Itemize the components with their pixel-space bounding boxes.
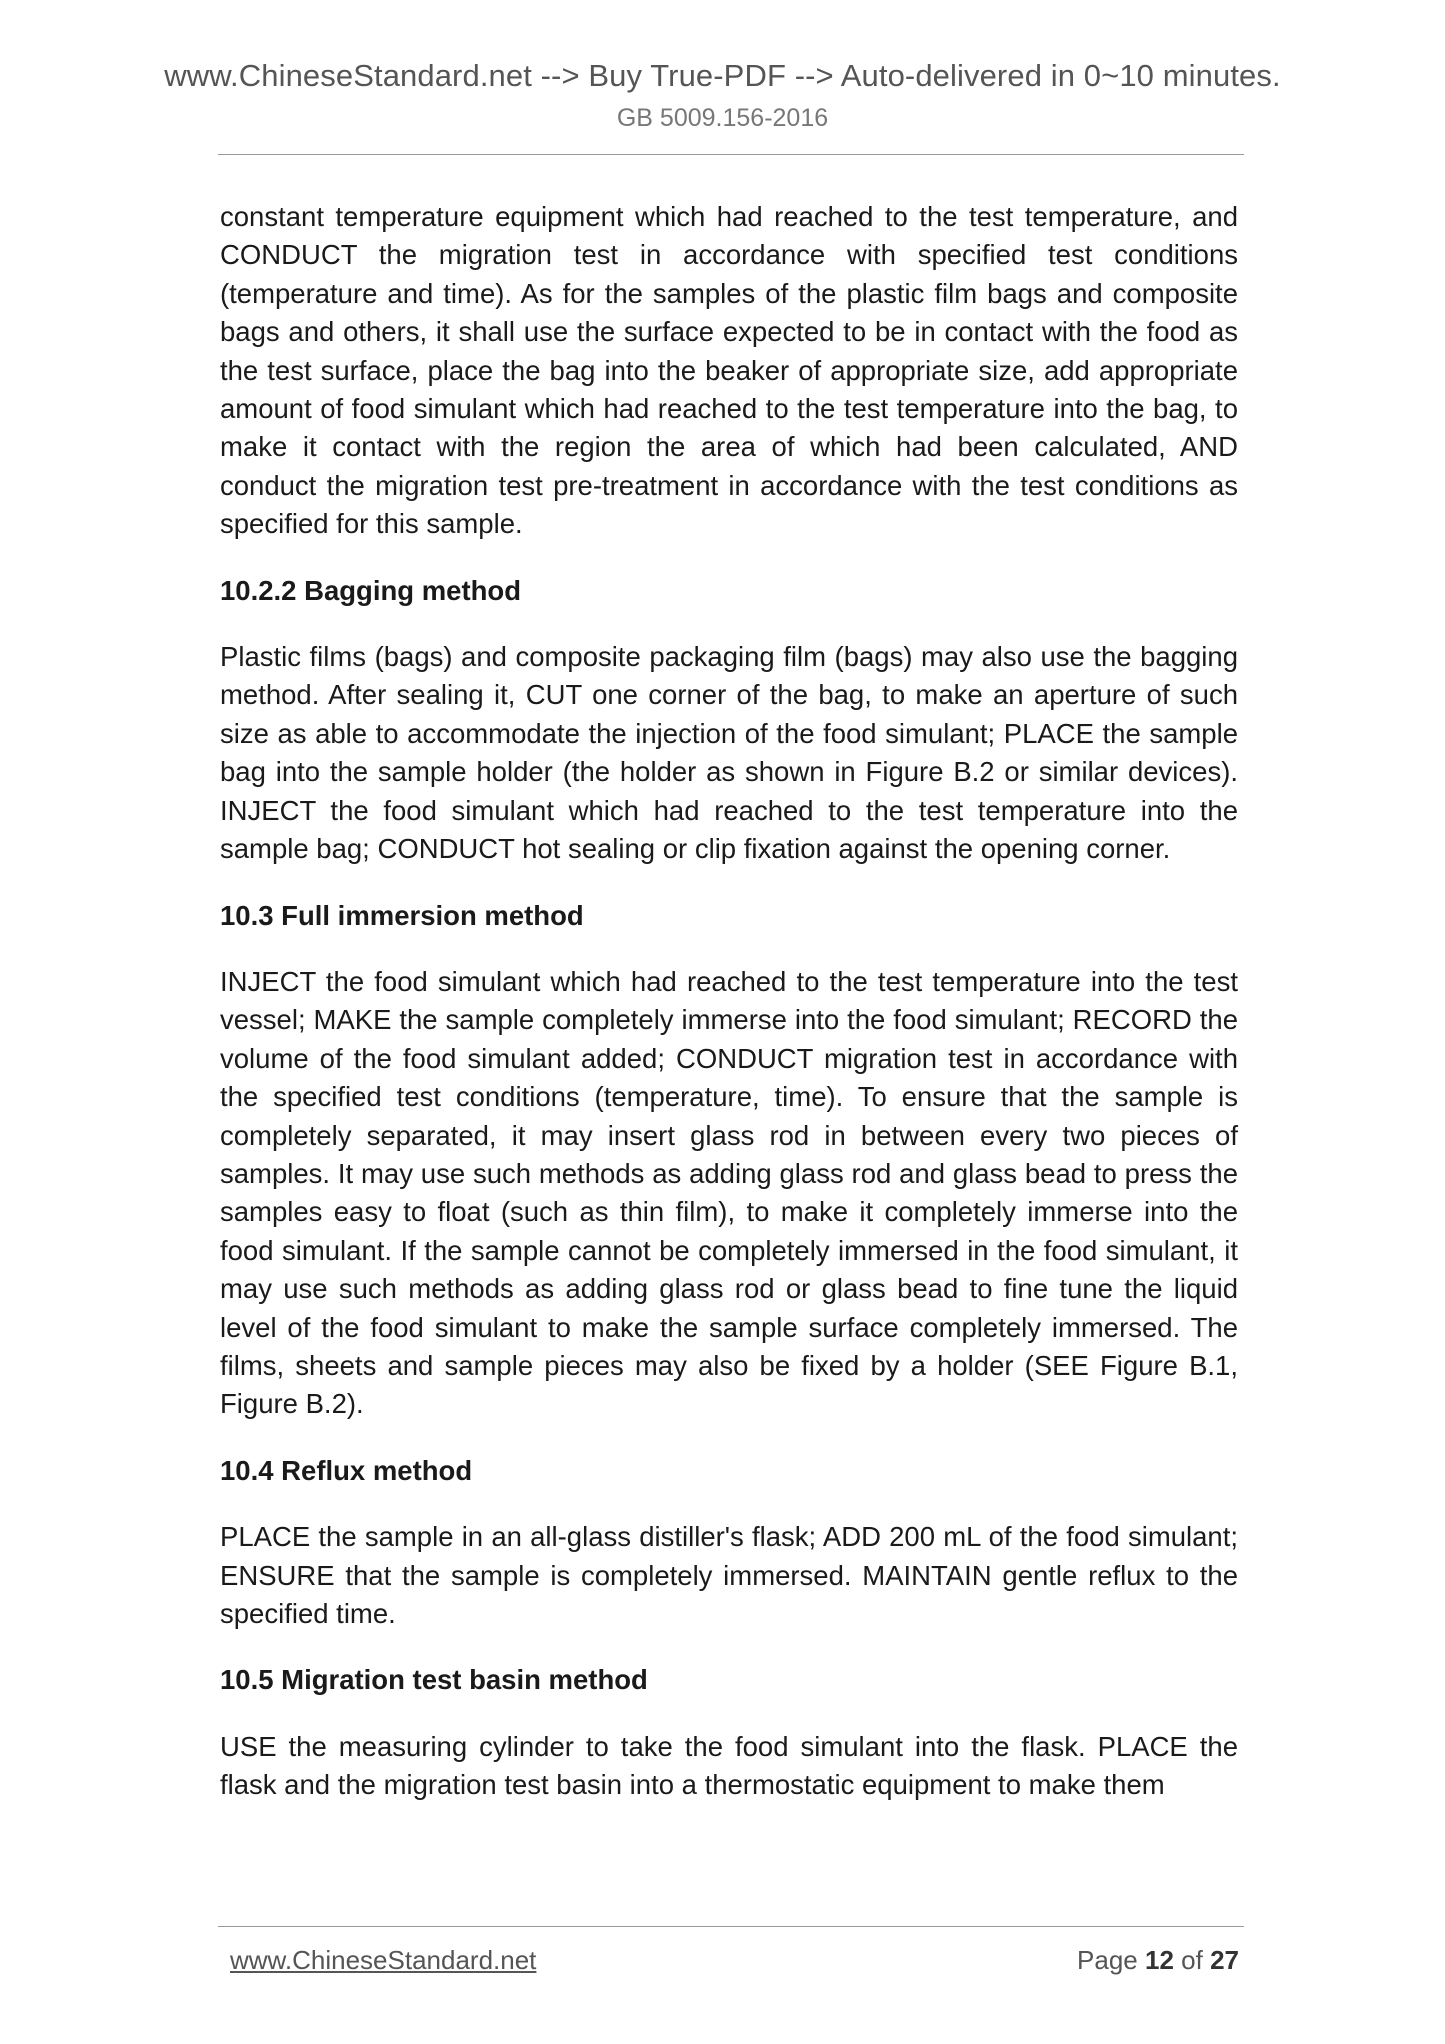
page-number	[1077, 1945, 1239, 1976]
page-of: of	[1181, 1945, 1203, 1975]
heading-10-4: 10.4 Reflux method	[220, 1454, 473, 1486]
header-banner: www.ChineseStandard.net --> Buy True-PDF --> Auto-delivered in 0~10 minutes.	[164, 58, 1281, 93]
heading-10-2-2: 10.2.2 Bagging method	[220, 574, 522, 606]
paragraph-full-immersion: INJECT the food simulant which had reached to the test temperature into the test vessel; MAKE the sample completely immerse into the food simulant; RECORD the volume of the food simulant added; CONDUCT migration test in accordance with the specified test conditions (temperature, time). To ensure that the sample is completely separated, it may insert glass rod in between every two pieces of samples. It may use such methods as adding glass rod and glass bead to press the samples easy to float (such as thin film), to make it completely immerse into the food simulant. If the sample cannot be completely immersed in the food simulant, it may use such methods as adding glass rod or glass bead to fine tune the liquid level of the food simulant to make the sample surface completely immersed. The films, sheets and sample pieces may also be fixed by a holder (SEE Figure B.1, Figure B.2).	[220, 965, 1238, 1420]
heading-10-5: 10.5 Migration test basin method	[220, 1664, 648, 1696]
heading-10-3: 10.3 Full immersion method	[220, 899, 584, 931]
page-current: 12	[1145, 1945, 1174, 1975]
page-prefix: Page	[1077, 1945, 1138, 1975]
footer-divider	[218, 1926, 1244, 1927]
header-divider	[218, 154, 1244, 155]
standard-number: GB 5009.156-2016	[616, 104, 829, 132]
paragraph-continued: constant temperature equipment which had reached to the test temperature, and CONDUCT the migration test in accordance with specified test conditions (temperature and time). As for the samples of the plastic film bags and composite bags and others, it shall use the surface expected to be in contact with the food as the test surface, place the bag into the beaker of appropriate size, add appropriate amount of food simulant which had reached to the test temperature into the bag, to make it contact with the region the area of which had been calculated, AND conduct the migration test pre-treatment in accordance with the test conditions as specified for this sample.	[220, 201, 1238, 540]
paragraph-reflux: PLACE the sample in an all-glass distiller's flask; ADD 200 mL of the food simulant; ENSURE that the sample is completely immersed. MAINTAIN gentle reflux to the specified time.	[220, 1521, 1238, 1629]
footer-website-link[interactable]: www.ChineseStandard.net	[230, 1945, 537, 1975]
page-total: 27	[1210, 1945, 1239, 1975]
document-body	[220, 198, 1238, 1833]
paragraph-bagging-method: Plastic films (bags) and composite packaging film (bags) may also use the bagging method. After sealing it, CUT one corner of the bag, to make an aperture of such size as able to accommodate the injection of the food simulant; PLACE the sample bag into the sample holder (the holder as shown in Figure B.2 or similar devices). INJECT the food simulant which had reached to the test temperature into the sample bag; CONDUCT hot sealing or clip fixation against the opening corner.	[220, 641, 1238, 865]
paragraph-migration-basin: USE the measuring cylinder to take the food simulant into the flask. PLACE the flask and the migration test basin into a thermostatic equipment to make them	[220, 1730, 1238, 1801]
